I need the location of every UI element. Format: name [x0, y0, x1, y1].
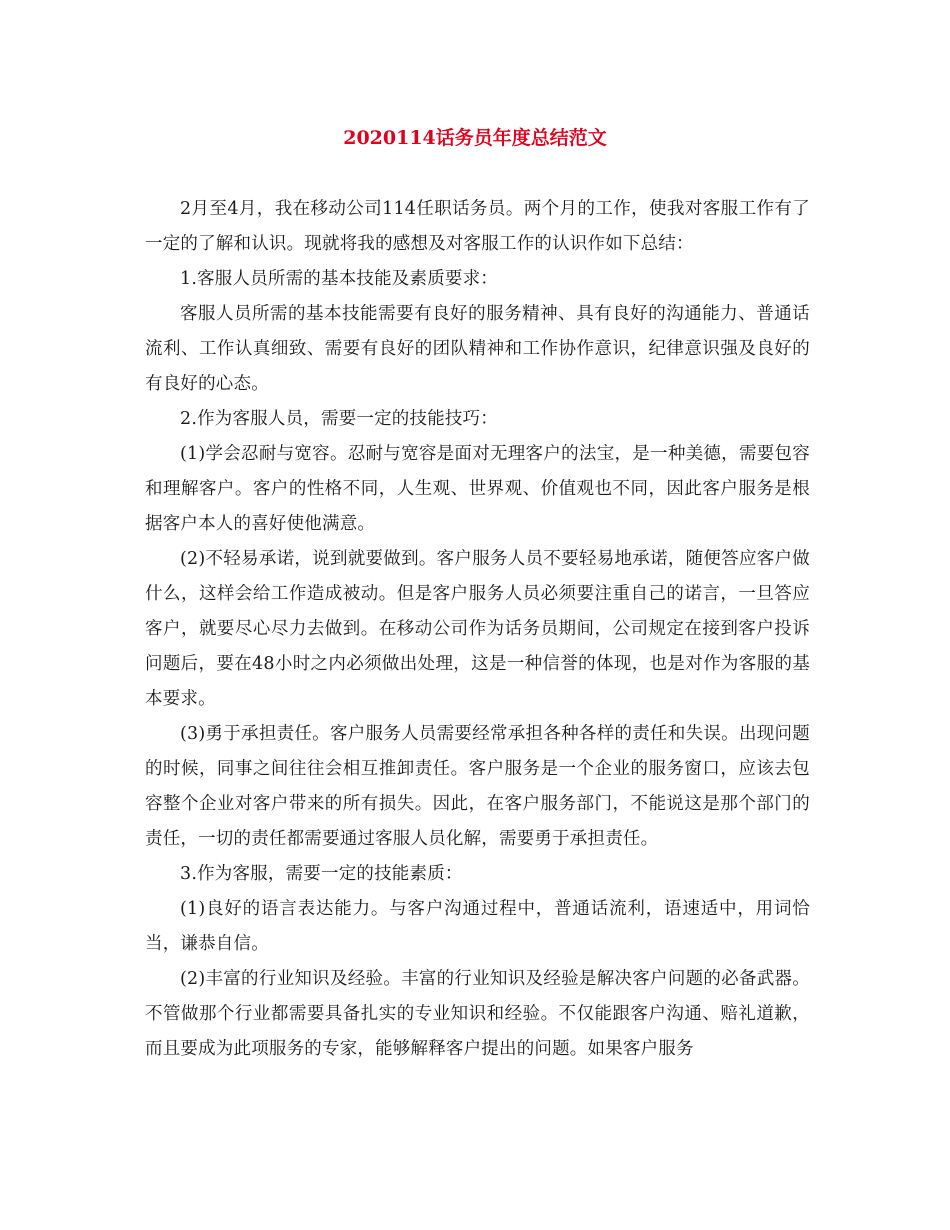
- document-title: 2020114话务员年度总结范文: [343, 127, 607, 149]
- document-body: [145, 192, 810, 1067]
- paragraph-heading-2: 2.作为客服人员，需要一定的技能技巧：: [180, 409, 498, 429]
- paragraph-heading-3: 3.作为客服，需要一定的技能素质：: [180, 864, 463, 884]
- paragraph-responsibility: (3)勇于承担责任。客户服务人员需要经常承担各种各样的责任和失误。出现问题的时候，同事之间往往会相互推卸责任。客户服务是一个企业的服务窗口，应该去包容整个企业对客户带来的所有损失。因此，在客户服务部门，不能说这是那个部门的责任，一切的责任都需要通过客服人员化解，需要勇于承担责任。: [145, 724, 810, 849]
- paragraph-promise: (2)不轻易承诺，说到就要做到。客户服务人员不要轻易地承诺，随便答应客户做什么，这样会给工作造成被动。但是客户服务人员必须要注重自己的诺言，一旦答应客户，就要尽心尽力去做到。在移动公司作为话务员期间，公司规定在接到客户投诉问题后，要在48小时之内必须做出处理，这是一种信誉的体现，也是对作为客服的基本要求。: [145, 549, 810, 709]
- paragraph-knowledge: (2)丰富的行业知识及经验。丰富的行业知识及经验是解决客户问题的必备武器。不管做那个行业都需要具备扎实的专业知识和经验。不仅能跟客户沟通、赔礼道歉，而且要成为此项服务的专家，能够解释客户提出的问题。如果客户服务: [145, 969, 810, 1059]
- paragraph-language: (1)良好的语言表达能力。与客户沟通过程中，普通话流利，语速适中，用词恰当，谦恭自信。: [145, 899, 810, 954]
- paragraph-basic-skills: 客服人员所需的基本技能需要有良好的服务精神、具有良好的沟通能力、普通话流利、工作认真细致、需要有良好的团队精神和工作协作意识，纪律意识强及良好的有良好的心态。: [145, 304, 810, 394]
- paragraph-intro: 2月至4月，我在移动公司114任职话务员。两个月的工作，使我对客服工作有了一定的了解和认识。现就将我的感想及对客服工作的认识作如下总结：: [145, 199, 810, 254]
- paragraph-patience: (1)学会忍耐与宽容。忍耐与宽容是面对无理客户的法宝，是一种美德，需要包容和理解客户。客户的性格不同，人生观、世界观、价值观也不同，因此客户服务是根据客户本人的喜好使他满意。: [145, 444, 810, 534]
- paragraph-heading-1: 1.客服人员所需的基本技能及素质要求：: [180, 269, 498, 289]
